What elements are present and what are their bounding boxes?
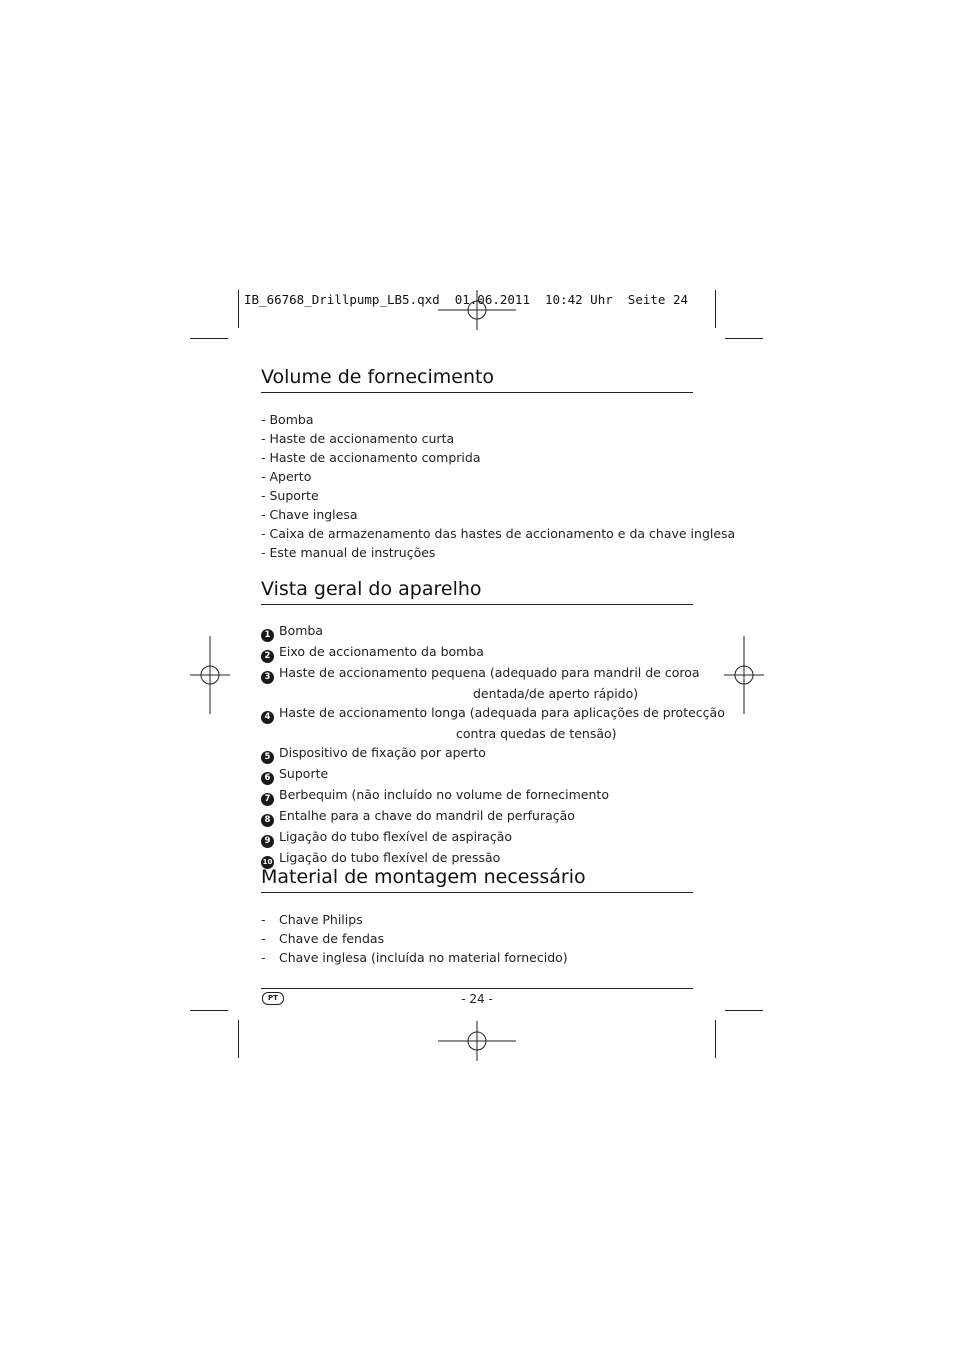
crop-mark-bottom-right-v	[715, 1020, 716, 1058]
list-item: - Bomba	[261, 412, 314, 427]
registration-mark-top	[438, 290, 516, 330]
crop-mark-top-right-h	[725, 338, 763, 339]
list-item	[261, 785, 725, 806]
list-item: - Caixa de armazenamento das hastes de accionamento e da chave inglesa	[261, 526, 736, 541]
delivery-list	[261, 410, 735, 562]
list-dash: -	[261, 912, 266, 927]
registration-mark-right	[724, 636, 764, 714]
crop-mark-top-left-v	[238, 290, 239, 328]
crop-mark-top-left-h	[190, 338, 228, 339]
part-label: Haste de accionamento longa (adequada para aplicações de protecção	[279, 705, 725, 720]
list-dash: -	[261, 950, 266, 965]
section-title-overview: Vista geral do aparelho	[261, 577, 693, 605]
crop-mark-bottom-right-h	[725, 1010, 763, 1011]
part-label: Eixo de accionamento da bomba	[279, 644, 484, 659]
section-title-delivery: Volume de fornecimento	[261, 365, 693, 393]
list-item	[261, 910, 568, 929]
list-item	[261, 764, 725, 785]
number-badge: 9	[261, 835, 274, 848]
number-badge: 8	[261, 814, 274, 827]
list-item	[261, 948, 568, 967]
page-number: - 24 -	[461, 992, 493, 1006]
section-title-materials: Material de montagem necessário	[261, 865, 693, 893]
number-badge: 10	[261, 856, 274, 869]
file-slug: IB_66768_Drillpump_LB5.qxd 01.06.2011 10:42 Uhr Seite 24	[244, 292, 689, 307]
number-badge: 2	[261, 650, 274, 663]
materials-list	[261, 910, 568, 967]
registration-mark-bottom	[438, 1021, 516, 1061]
list-item: - Suporte	[261, 488, 319, 503]
part-label: Dispositivo de fixação por aperto	[279, 745, 486, 760]
number-badge: 7	[261, 793, 274, 806]
material-label: Chave de fendas	[279, 931, 385, 946]
part-label-continuation: dentada/de aperto rápido)	[473, 686, 639, 701]
number-badge: 4	[261, 711, 274, 724]
footer-rule	[261, 988, 693, 989]
material-label: Chave Philips	[279, 912, 363, 927]
list-item: - Haste de accionamento curta	[261, 431, 455, 446]
number-badge: 5	[261, 751, 274, 764]
list-item	[261, 827, 725, 848]
part-label: Entalhe para a chave do mandril de perfuração	[279, 808, 575, 823]
material-label: Chave inglesa (incluída no material fornecido)	[279, 950, 568, 965]
part-label-continuation: contra quedas de tensão)	[456, 726, 617, 741]
list-item	[261, 743, 725, 764]
part-label: Haste de accionamento pequena (adequado para mandril de coroa	[279, 665, 700, 680]
list-dash: -	[261, 931, 266, 946]
list-item	[261, 663, 725, 684]
crop-mark-top-right-v	[715, 290, 716, 328]
crop-mark-bottom-left-v	[238, 1020, 239, 1058]
part-label: Bomba	[279, 623, 323, 638]
list-item	[261, 806, 725, 827]
part-label: Berbequim (não incluído no volume de fornecimento	[279, 787, 609, 802]
crop-mark-bottom-left-h	[190, 1010, 228, 1011]
list-item: - Chave inglesa	[261, 507, 358, 522]
list-item	[261, 703, 725, 724]
part-label: Ligação do tubo flexível de aspiração	[279, 829, 513, 844]
list-item: - Haste de accionamento comprida	[261, 450, 481, 465]
list-item: - Este manual de instruções	[261, 545, 436, 560]
language-badge: PT	[262, 992, 284, 1005]
part-label: Ligação do tubo flexível de pressão	[279, 850, 501, 865]
list-item	[261, 621, 725, 642]
parts-list	[261, 621, 725, 869]
part-label: Suporte	[279, 766, 329, 781]
number-badge: 6	[261, 772, 274, 785]
registration-mark-left	[190, 636, 230, 714]
number-badge: 1	[261, 629, 274, 642]
list-item	[261, 642, 725, 663]
list-item	[261, 929, 568, 948]
number-badge: 3	[261, 671, 274, 684]
list-item: - Aperto	[261, 469, 312, 484]
